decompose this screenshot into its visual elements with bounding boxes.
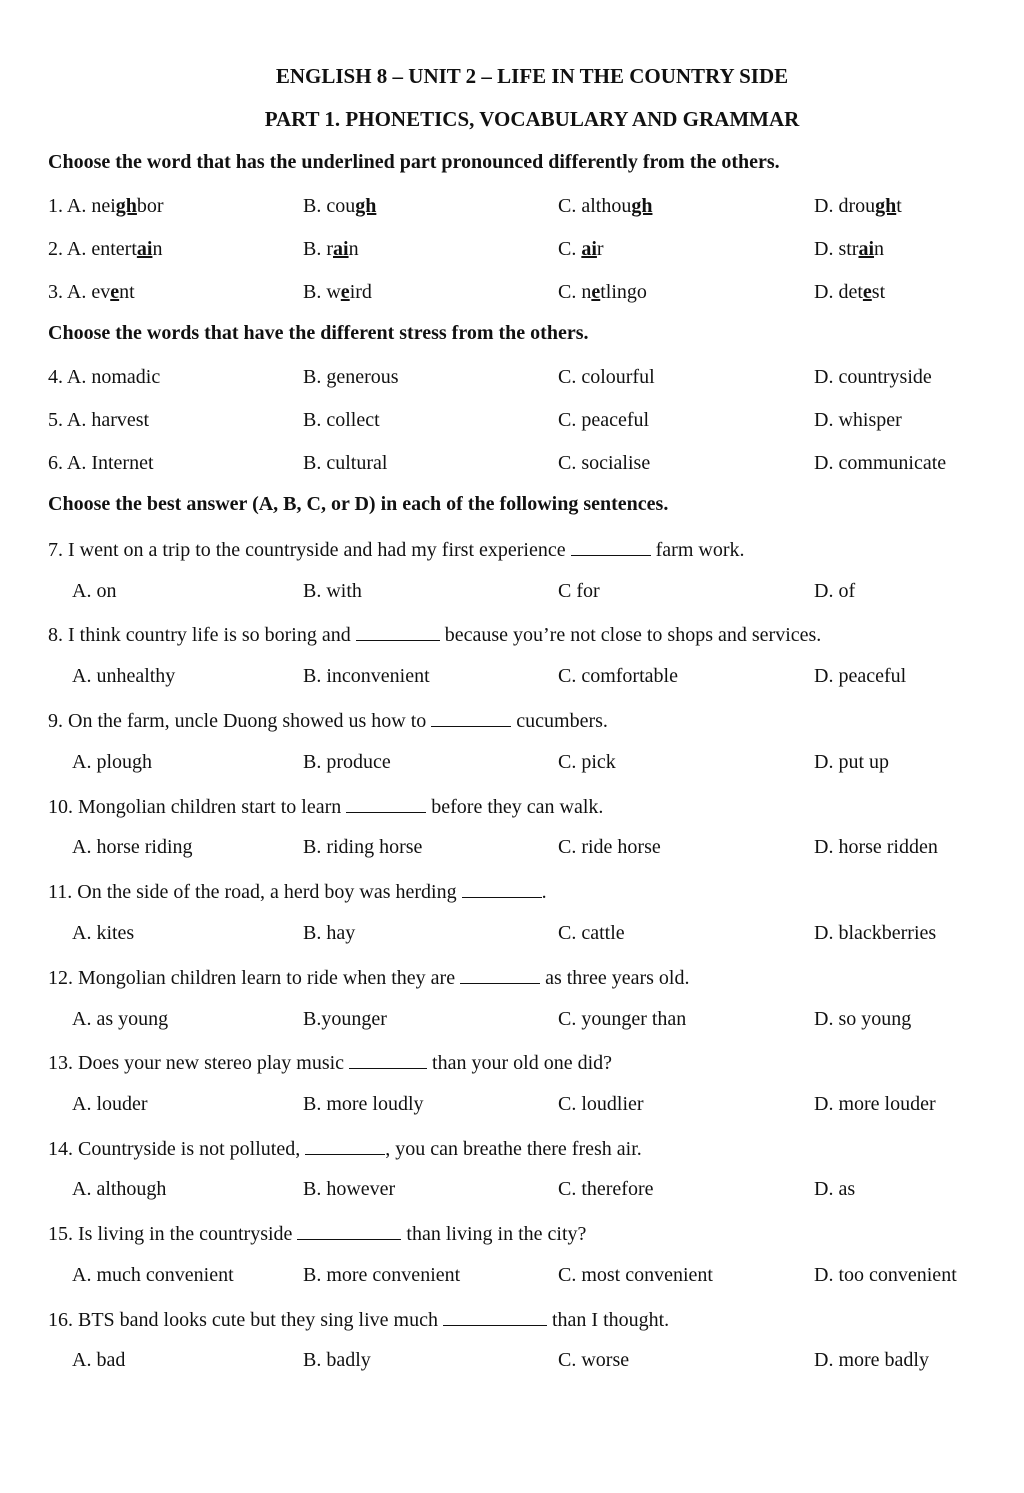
options-11 [0, 922, 1024, 952]
answer-blank[interactable] [305, 1136, 385, 1155]
option-2a: 2. A. entertain [48, 238, 163, 260]
option-11c[interactable]: C. cattle [558, 922, 625, 944]
option-6b: B. cultural [303, 452, 388, 474]
option-9b[interactable]: B. produce [303, 751, 391, 773]
options-7 [0, 580, 1024, 610]
options-8 [0, 665, 1024, 695]
option-15b[interactable]: B. more convenient [303, 1264, 461, 1286]
option-14d[interactable]: D. as [814, 1178, 856, 1200]
question-14: 14. Countryside is not polluted, , you can breathe there fresh air. [48, 1138, 642, 1160]
option-9d[interactable]: D. put up [814, 751, 889, 773]
option-16c[interactable]: C. worse [558, 1349, 630, 1371]
option-1c: C. although [558, 195, 653, 217]
answer-blank[interactable] [460, 965, 540, 984]
option-13b[interactable]: B. more loudly [303, 1093, 424, 1115]
option-12a[interactable]: A. as young [72, 1008, 169, 1030]
option-1d: D. drought [814, 195, 902, 217]
question-9: 9. On the farm, uncle Duong showed us how to cucumbers. [48, 710, 608, 732]
option-14c[interactable]: C. therefore [558, 1178, 654, 1200]
option-15d[interactable]: D. too convenient [814, 1264, 957, 1286]
question-row-1 [0, 195, 1024, 225]
option-14a[interactable]: A. although [72, 1178, 167, 1200]
answer-blank[interactable] [297, 1221, 401, 1240]
question-11: 11. On the side of the road, a herd boy was herding . [48, 881, 547, 903]
option-12d[interactable]: D. so young [814, 1008, 912, 1030]
answer-blank[interactable] [346, 794, 426, 813]
answer-blank[interactable] [431, 708, 511, 727]
option-3a: 3. A. event [48, 281, 135, 303]
option-12c[interactable]: C. younger than [558, 1008, 687, 1030]
option-6d: D. communicate [814, 452, 947, 474]
option-5d: D. whisper [814, 409, 902, 431]
options-13 [0, 1093, 1024, 1123]
option-5a: 5. A. harvest [48, 409, 150, 431]
answer-blank[interactable] [356, 622, 440, 641]
option-9a[interactable]: A. plough [72, 751, 152, 773]
question-row-4 [0, 366, 1024, 396]
question-row-2 [0, 238, 1024, 268]
option-15a[interactable]: A. much convenient [72, 1264, 234, 1286]
section-pronunciation-instruction: Choose the word that has the underlined part pronounced differently from the others. [48, 151, 780, 173]
option-13d[interactable]: D. more louder [814, 1093, 936, 1115]
section-best-answer-instruction: Choose the best answer (A, B, C, or D) in each of the following sentences. [48, 493, 669, 515]
option-16b[interactable]: B. badly [303, 1349, 371, 1371]
option-9c[interactable]: C. pick [558, 751, 616, 773]
option-1a: 1. A. neighbor [48, 195, 164, 217]
question-13: 13. Does your new stereo play music than your old one did? [48, 1052, 613, 1074]
option-10c[interactable]: C. ride horse [558, 836, 661, 858]
option-6a: 6. A. Internet [48, 452, 154, 474]
question-12: 12. Mongolian children learn to ride when they are as three years old. [48, 967, 690, 989]
option-10b[interactable]: B. riding horse [303, 836, 423, 858]
options-14 [0, 1178, 1024, 1208]
answer-blank[interactable] [571, 537, 651, 556]
question-7: 7. I went on a trip to the countryside and had my first experience farm work. [48, 539, 745, 561]
option-6c: C. socialise [558, 452, 651, 474]
option-5b: B. collect [303, 409, 380, 431]
option-15c[interactable]: C. most convenient [558, 1264, 713, 1286]
option-7d[interactable]: D. of [814, 580, 856, 602]
options-12 [0, 1008, 1024, 1038]
question-row-3 [0, 281, 1024, 311]
option-13c[interactable]: C. loudlier [558, 1093, 644, 1115]
option-4c: C. colourful [558, 366, 655, 388]
options-15 [0, 1264, 1024, 1294]
option-10a[interactable]: A. horse riding [72, 836, 193, 858]
question-10: 10. Mongolian children start to learn before they can walk. [48, 796, 604, 818]
option-3b: B. weird [303, 281, 372, 303]
option-8a[interactable]: A. unhealthy [72, 665, 176, 687]
option-12b[interactable]: B.younger [303, 1008, 387, 1030]
section-stress-instruction: Choose the words that have the different stress from the others. [48, 322, 589, 344]
question-16: 16. BTS band looks cute but they sing live much than I thought. [48, 1309, 670, 1331]
option-13a[interactable]: A. louder [72, 1093, 148, 1115]
option-14b[interactable]: B. however [303, 1178, 396, 1200]
option-7c[interactable]: C for [558, 580, 600, 602]
option-11a[interactable]: A. kites [72, 922, 135, 944]
option-2d: D. strain [814, 238, 885, 260]
option-4b: B. generous [303, 366, 399, 388]
question-row-5 [0, 409, 1024, 439]
option-7b[interactable]: B. with [303, 580, 362, 602]
options-9 [0, 751, 1024, 781]
options-10 [0, 836, 1024, 866]
options-16 [0, 1349, 1024, 1379]
answer-blank[interactable] [462, 879, 542, 898]
option-2b: B. rain [303, 238, 359, 260]
answer-blank[interactable] [443, 1307, 547, 1326]
worksheet-title: ENGLISH 8 – UNIT 2 – LIFE IN THE COUNTRY SIDE [275, 64, 789, 88]
option-10d[interactable]: D. horse ridden [814, 836, 938, 858]
option-8c[interactable]: C. comfortable [558, 665, 678, 687]
option-16a[interactable]: A. bad [72, 1349, 126, 1371]
question-15: 15. Is living in the countryside than living in the city? [48, 1223, 587, 1245]
option-16d[interactable]: D. more badly [814, 1349, 929, 1371]
question-8: 8. I think country life is so boring and because you’re not close to shops and services. [48, 624, 822, 646]
option-4d: D. countryside [814, 366, 932, 388]
option-3d: D. detest [814, 281, 886, 303]
option-1b: B. cough [303, 195, 377, 217]
option-8d[interactable]: D. peaceful [814, 665, 907, 687]
answer-blank[interactable] [349, 1050, 427, 1069]
option-8b[interactable]: B. inconvenient [303, 665, 430, 687]
option-11b[interactable]: B. hay [303, 922, 356, 944]
option-2c: C. air [558, 238, 604, 260]
question-row-6 [0, 452, 1024, 482]
option-11d[interactable]: D. blackberries [814, 922, 937, 944]
option-5c: C. peaceful [558, 409, 650, 431]
option-3c: C. netlingo [558, 281, 647, 303]
part-heading: PART 1. PHONETICS, VOCABULARY AND GRAMMAR [264, 107, 800, 131]
option-4a: 4. A. nomadic [48, 366, 161, 388]
option-7a[interactable]: A. on [72, 580, 117, 602]
